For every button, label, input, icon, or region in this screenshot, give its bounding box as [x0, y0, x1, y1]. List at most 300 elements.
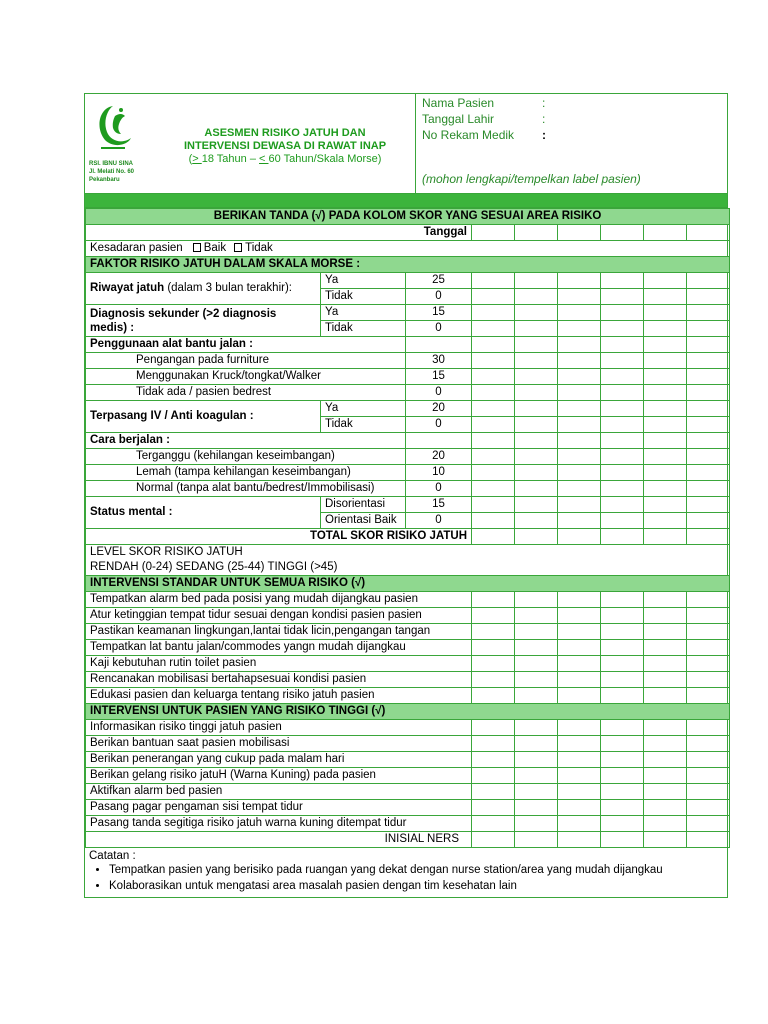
check-cell[interactable]	[472, 768, 515, 784]
score-value: 30	[406, 353, 472, 369]
checkbox-baik[interactable]	[193, 243, 201, 252]
intervention-label: Kaji kebutuhan rutin toilet pasien	[86, 656, 472, 672]
birth-date-field[interactable]	[422, 112, 546, 126]
check-cell[interactable]	[472, 640, 515, 656]
check-cell[interactable]	[515, 321, 558, 337]
check-cell[interactable]	[601, 497, 644, 513]
option-tidak: Tidak	[245, 242, 273, 254]
intervention-label: Berikan bantuan saat pasien mobilisasi	[86, 736, 472, 752]
check-cell[interactable]	[644, 784, 687, 800]
cara-berjalan-label: Cara berjalan :	[86, 433, 406, 449]
medical-record-field[interactable]	[422, 128, 546, 142]
check-cell[interactable]	[601, 337, 644, 353]
risk-table	[85, 208, 730, 848]
check-cell[interactable]	[515, 608, 558, 624]
check-cell[interactable]	[644, 337, 687, 353]
check-cell[interactable]	[515, 417, 558, 433]
check-cell[interactable]	[515, 736, 558, 752]
option-label: Pengangan pada furniture	[86, 353, 406, 369]
subtitle-prefix: (	[188, 153, 193, 165]
check-cell[interactable]	[558, 481, 601, 497]
morse-header: FAKTOR RISIKO JATUH DALAM SKALA MORSE :	[86, 257, 730, 273]
check-cell[interactable]	[601, 513, 644, 529]
riwayat-rest: (dalam 3 bulan terakhir):	[164, 282, 292, 294]
check-cell[interactable]	[601, 321, 644, 337]
check-cell[interactable]	[601, 608, 644, 624]
initial-cell[interactable]	[515, 832, 558, 848]
check-cell[interactable]	[558, 449, 601, 465]
check-cell[interactable]	[472, 688, 515, 704]
check-cell[interactable]	[558, 305, 601, 321]
check-cell[interactable]	[558, 353, 601, 369]
check-cell[interactable]	[644, 672, 687, 688]
level-title: LEVEL SKOR RISIKO JATUH	[90, 546, 243, 558]
check-cell[interactable]	[644, 369, 687, 385]
intervention-label: Pasang tanda segitiga risiko jatuh warna kuning ditempat tidur	[86, 816, 472, 832]
check-cell[interactable]	[687, 608, 730, 624]
check-cell[interactable]	[472, 401, 515, 417]
check-cell[interactable]	[644, 465, 687, 481]
intervensi-standar-header-row	[86, 576, 730, 592]
check-cell[interactable]	[601, 465, 644, 481]
check-cell[interactable]	[472, 784, 515, 800]
check-cell[interactable]	[472, 656, 515, 672]
check-cell[interactable]	[558, 736, 601, 752]
score-value: 0	[406, 481, 472, 497]
check-cell[interactable]	[687, 640, 730, 656]
intervensi-standar-header: INTERVENSI STANDAR UNTUK SEMUA RISIKO (√)	[86, 576, 730, 592]
intervention-label: Atur ketinggian tempat tidur sesuai dengan kondisi pasien pasien	[86, 608, 472, 624]
date-cell[interactable]	[472, 225, 515, 241]
form-title	[165, 127, 405, 166]
check-cell[interactable]	[515, 513, 558, 529]
section-label-row	[86, 433, 730, 449]
option-label: Tidak ada / pasien bedrest	[86, 385, 406, 401]
total-cell[interactable]	[644, 529, 687, 545]
score-value: 15	[406, 305, 472, 321]
check-cell[interactable]	[558, 768, 601, 784]
tanggal-label: Tanggal	[86, 225, 472, 241]
check-cell[interactable]	[644, 800, 687, 816]
check-cell[interactable]	[601, 784, 644, 800]
check-cell[interactable]	[644, 353, 687, 369]
check-cell[interactable]	[515, 353, 558, 369]
diagnosis-label: Diagnosis sekunder (>2 diagnosis medis) :	[86, 305, 321, 337]
riwayat-bold: Riwayat jatuh	[90, 282, 165, 294]
score-row	[86, 353, 730, 369]
total-cell[interactable]	[472, 529, 515, 545]
check-cell[interactable]	[515, 688, 558, 704]
score-row	[86, 369, 730, 385]
check-cell[interactable]	[515, 592, 558, 608]
intervention-label: Berikan penerangan yang cukup pada malam hari	[86, 752, 472, 768]
check-cell[interactable]	[472, 672, 515, 688]
org-street: Jl. Melati No. 60	[89, 169, 135, 175]
intervention-row	[86, 688, 730, 704]
check-cell[interactable]	[644, 816, 687, 832]
intervention-row	[86, 736, 730, 752]
option-label: Disorientasi	[321, 497, 406, 513]
option-label: Tidak	[321, 417, 406, 433]
check-cell[interactable]	[644, 449, 687, 465]
check-cell[interactable]	[644, 720, 687, 736]
section-label-row	[86, 337, 730, 353]
intervention-row	[86, 800, 730, 816]
field-label: Nama Pasien	[422, 96, 495, 110]
intervention-label: Rencanakan mobilisasi bertahapsesuai kondisi pasien	[86, 672, 472, 688]
org-name: RSI. IBNU SINA	[89, 161, 134, 167]
check-cell[interactable]	[687, 624, 730, 640]
check-cell[interactable]	[515, 752, 558, 768]
intervention-label: Informasikan risiko tinggi jatuh pasien	[86, 720, 472, 736]
score-value: 20	[406, 449, 472, 465]
check-cell[interactable]	[687, 353, 730, 369]
check-cell[interactable]	[472, 608, 515, 624]
check-cell[interactable]	[601, 752, 644, 768]
checkbox-tidak[interactable]	[234, 243, 242, 252]
score-value: 0	[406, 289, 472, 305]
check-cell[interactable]	[472, 321, 515, 337]
check-cell[interactable]	[644, 273, 687, 289]
check-cell[interactable]	[472, 752, 515, 768]
check-cell[interactable]	[644, 624, 687, 640]
option-label: Tidak	[321, 289, 406, 305]
status-mental-label: Status mental :	[86, 497, 321, 529]
intervensi-tinggi-header-row	[86, 704, 730, 720]
check-cell[interactable]	[687, 672, 730, 688]
intervention-row	[86, 640, 730, 656]
check-cell[interactable]	[644, 513, 687, 529]
check-cell[interactable]	[687, 417, 730, 433]
check-cell[interactable]	[601, 688, 644, 704]
check-cell[interactable]	[515, 672, 558, 688]
check-cell[interactable]	[687, 433, 730, 449]
notes-section	[85, 848, 727, 897]
subtitle-lt: <	[259, 153, 269, 165]
check-cell[interactable]	[644, 736, 687, 752]
check-cell[interactable]	[472, 417, 515, 433]
inisial-row	[86, 832, 730, 848]
check-cell[interactable]	[472, 385, 515, 401]
intervention-label: Aktifkan alarm bed pasien	[86, 784, 472, 800]
check-cell[interactable]	[558, 784, 601, 800]
check-cell[interactable]	[644, 497, 687, 513]
kesadaran-label: Kesadaran pasien	[90, 242, 183, 254]
check-cell[interactable]	[558, 800, 601, 816]
check-cell[interactable]	[515, 481, 558, 497]
check-cell[interactable]	[644, 289, 687, 305]
check-cell[interactable]	[515, 720, 558, 736]
check-cell[interactable]	[687, 720, 730, 736]
field-label: No Rekam Medik	[422, 128, 515, 142]
check-cell[interactable]	[644, 417, 687, 433]
check-cell[interactable]	[558, 433, 601, 449]
check-cell[interactable]	[687, 688, 730, 704]
check-cell[interactable]	[472, 481, 515, 497]
check-cell[interactable]	[558, 656, 601, 672]
check-cell[interactable]	[601, 353, 644, 369]
check-cell[interactable]	[601, 273, 644, 289]
check-cell[interactable]	[644, 752, 687, 768]
option-label: Terganggu (kehilangan keseimbangan)	[86, 449, 406, 465]
check-cell[interactable]	[515, 369, 558, 385]
check-cell[interactable]	[472, 800, 515, 816]
check-cell[interactable]	[558, 385, 601, 401]
check-cell[interactable]	[687, 401, 730, 417]
check-cell[interactable]	[687, 465, 730, 481]
check-cell[interactable]	[687, 656, 730, 672]
check-cell[interactable]	[644, 688, 687, 704]
check-cell[interactable]	[472, 736, 515, 752]
check-cell[interactable]	[601, 481, 644, 497]
check-cell[interactable]	[472, 353, 515, 369]
check-cell[interactable]	[472, 513, 515, 529]
initial-cell[interactable]	[644, 832, 687, 848]
check-cell[interactable]	[644, 481, 687, 497]
check-cell[interactable]	[515, 640, 558, 656]
check-cell[interactable]	[515, 800, 558, 816]
check-cell[interactable]	[558, 337, 601, 353]
total-cell[interactable]	[687, 529, 730, 545]
check-cell[interactable]	[558, 497, 601, 513]
check-cell[interactable]	[472, 337, 515, 353]
check-cell[interactable]	[558, 640, 601, 656]
check-cell[interactable]	[515, 433, 558, 449]
check-cell[interactable]	[558, 624, 601, 640]
check-cell[interactable]	[644, 656, 687, 672]
score-row	[86, 401, 730, 417]
subtitle-end: 60 Tahun/Skala Morse)	[268, 153, 382, 165]
check-cell[interactable]	[687, 385, 730, 401]
patient-name-field[interactable]	[422, 96, 546, 110]
check-cell[interactable]	[515, 305, 558, 321]
org-city: Pekanbaru	[89, 177, 120, 183]
check-cell[interactable]	[601, 305, 644, 321]
score-row	[86, 465, 730, 481]
check-cell[interactable]	[601, 449, 644, 465]
check-cell[interactable]	[601, 640, 644, 656]
check-cell[interactable]	[472, 449, 515, 465]
check-cell[interactable]	[472, 305, 515, 321]
check-cell[interactable]	[644, 433, 687, 449]
check-cell[interactable]	[515, 768, 558, 784]
check-cell[interactable]	[515, 816, 558, 832]
level-ranges: RENDAH (0-24) SEDANG (25-44) TINGGI (>45)	[90, 561, 338, 573]
check-cell[interactable]	[558, 720, 601, 736]
note-item: • Tempatkan pasien yang berisiko pada ruangan yang dekat dengan nurse station/area yang mudah dijangkau	[109, 862, 723, 878]
check-cell[interactable]	[558, 608, 601, 624]
check-cell[interactable]	[515, 385, 558, 401]
intervensi-tinggi-header: INTERVENSI UNTUK PASIEN YANG RISIKO TINGGI (√)	[86, 704, 730, 720]
check-cell[interactable]	[558, 465, 601, 481]
kesadaran-row	[86, 241, 730, 257]
date-cell[interactable]	[558, 225, 601, 241]
check-cell[interactable]	[558, 321, 601, 337]
check-cell[interactable]	[687, 289, 730, 305]
check-cell[interactable]	[601, 417, 644, 433]
initial-cell[interactable]	[558, 832, 601, 848]
check-cell[interactable]	[644, 305, 687, 321]
check-cell[interactable]	[472, 465, 515, 481]
check-cell[interactable]	[601, 816, 644, 832]
instruction-row	[86, 209, 730, 225]
check-cell[interactable]	[472, 497, 515, 513]
check-cell[interactable]	[644, 768, 687, 784]
score-row	[86, 497, 730, 513]
check-cell[interactable]	[687, 337, 730, 353]
check-cell[interactable]	[687, 752, 730, 768]
check-cell[interactable]	[558, 273, 601, 289]
total-cell[interactable]	[601, 529, 644, 545]
date-cell[interactable]	[687, 225, 730, 241]
check-cell[interactable]	[472, 720, 515, 736]
check-cell[interactable]	[558, 401, 601, 417]
option-label: Normal (tanpa alat bantu/bedrest/Immobilisasi)	[86, 481, 406, 497]
check-cell[interactable]	[515, 289, 558, 305]
total-cell[interactable]	[558, 529, 601, 545]
check-cell[interactable]	[601, 433, 644, 449]
total-row	[86, 529, 730, 545]
intervention-label: Pastikan keamanan lingkungan,lantai tidak licin,pengangan tangan	[86, 624, 472, 640]
check-cell[interactable]	[558, 592, 601, 608]
check-cell[interactable]	[601, 800, 644, 816]
option-label: Ya	[321, 401, 406, 417]
label-note-text: (mohon lengkapi/tempelkan label pasien)	[422, 172, 641, 186]
riwayat-label	[86, 273, 321, 305]
score-row	[86, 481, 730, 497]
check-cell[interactable]	[601, 720, 644, 736]
check-cell[interactable]	[515, 449, 558, 465]
check-cell[interactable]	[687, 449, 730, 465]
score-value: 15	[406, 497, 472, 513]
check-cell[interactable]	[558, 672, 601, 688]
check-cell[interactable]	[601, 624, 644, 640]
form-subtitle	[165, 153, 405, 166]
option-label: Ya	[321, 305, 406, 321]
check-cell[interactable]	[687, 784, 730, 800]
check-cell[interactable]	[472, 369, 515, 385]
score-row	[86, 385, 730, 401]
check-cell[interactable]	[687, 592, 730, 608]
check-cell[interactable]	[515, 784, 558, 800]
option-label: Tidak	[321, 321, 406, 337]
intervention-row	[86, 592, 730, 608]
level-cell	[86, 545, 730, 576]
check-cell[interactable]	[558, 417, 601, 433]
date-cell[interactable]	[515, 225, 558, 241]
assessment-form	[84, 93, 728, 898]
score-value: 0	[406, 321, 472, 337]
option-label: Ya	[321, 273, 406, 289]
intervention-label: Tempatkan lat bantu jalan/commodes yangn mudah dijangkau	[86, 640, 472, 656]
date-cell[interactable]	[644, 225, 687, 241]
empty-score	[406, 337, 472, 353]
form-header	[85, 94, 727, 194]
check-cell[interactable]	[644, 592, 687, 608]
check-cell[interactable]	[644, 401, 687, 417]
check-cell[interactable]	[558, 688, 601, 704]
check-cell[interactable]	[601, 289, 644, 305]
check-cell[interactable]	[472, 624, 515, 640]
intervention-label: Berikan gelang risiko jatuH (Warna Kuning) pada pasien	[86, 768, 472, 784]
header-left	[85, 94, 415, 193]
check-cell[interactable]	[601, 401, 644, 417]
check-cell[interactable]	[687, 800, 730, 816]
check-cell[interactable]	[687, 816, 730, 832]
check-cell[interactable]	[644, 608, 687, 624]
check-cell[interactable]	[601, 369, 644, 385]
intervention-label: Pasang pagar pengaman sisi tempat tidur	[86, 800, 472, 816]
check-cell[interactable]	[601, 592, 644, 608]
check-cell[interactable]	[515, 273, 558, 289]
check-cell[interactable]	[601, 656, 644, 672]
intervention-row	[86, 784, 730, 800]
check-cell[interactable]	[687, 369, 730, 385]
check-cell[interactable]	[515, 624, 558, 640]
check-cell[interactable]	[644, 321, 687, 337]
check-cell[interactable]	[687, 305, 730, 321]
score-value: 10	[406, 465, 472, 481]
total-cell[interactable]	[515, 529, 558, 545]
check-cell[interactable]	[601, 768, 644, 784]
check-cell[interactable]	[558, 289, 601, 305]
check-cell[interactable]	[515, 656, 558, 672]
check-cell[interactable]	[644, 640, 687, 656]
date-cell[interactable]	[601, 225, 644, 241]
check-cell[interactable]	[515, 337, 558, 353]
check-cell[interactable]	[601, 736, 644, 752]
score-value: 15	[406, 369, 472, 385]
check-cell[interactable]	[515, 465, 558, 481]
check-cell[interactable]	[472, 592, 515, 608]
score-value: 0	[406, 385, 472, 401]
hospital-address	[89, 160, 134, 184]
check-cell[interactable]	[601, 385, 644, 401]
intervention-row	[86, 768, 730, 784]
initial-cell[interactable]	[472, 832, 515, 848]
check-cell[interactable]	[558, 369, 601, 385]
initial-cell[interactable]	[601, 832, 644, 848]
intervention-row	[86, 672, 730, 688]
level-row	[86, 545, 730, 576]
check-cell[interactable]	[472, 273, 515, 289]
check-cell[interactable]	[687, 513, 730, 529]
check-cell[interactable]	[687, 768, 730, 784]
check-cell[interactable]	[687, 497, 730, 513]
check-cell[interactable]	[472, 816, 515, 832]
check-cell[interactable]	[687, 321, 730, 337]
score-row	[86, 449, 730, 465]
check-cell[interactable]	[601, 672, 644, 688]
check-cell[interactable]	[687, 481, 730, 497]
check-cell[interactable]	[687, 736, 730, 752]
check-cell[interactable]	[472, 289, 515, 305]
check-cell[interactable]	[515, 401, 558, 417]
score-row	[86, 273, 730, 289]
field-colon: :	[542, 112, 546, 126]
green-bar	[85, 194, 727, 208]
check-cell[interactable]	[558, 752, 601, 768]
check-cell[interactable]	[644, 385, 687, 401]
check-cell[interactable]	[687, 273, 730, 289]
score-value: 20	[406, 401, 472, 417]
option-label: Lemah (tampa kehilangan keseimbangan)	[86, 465, 406, 481]
check-cell[interactable]	[558, 816, 601, 832]
check-cell[interactable]	[472, 433, 515, 449]
check-cell[interactable]	[515, 497, 558, 513]
initial-cell[interactable]	[687, 832, 730, 848]
check-cell[interactable]	[558, 513, 601, 529]
